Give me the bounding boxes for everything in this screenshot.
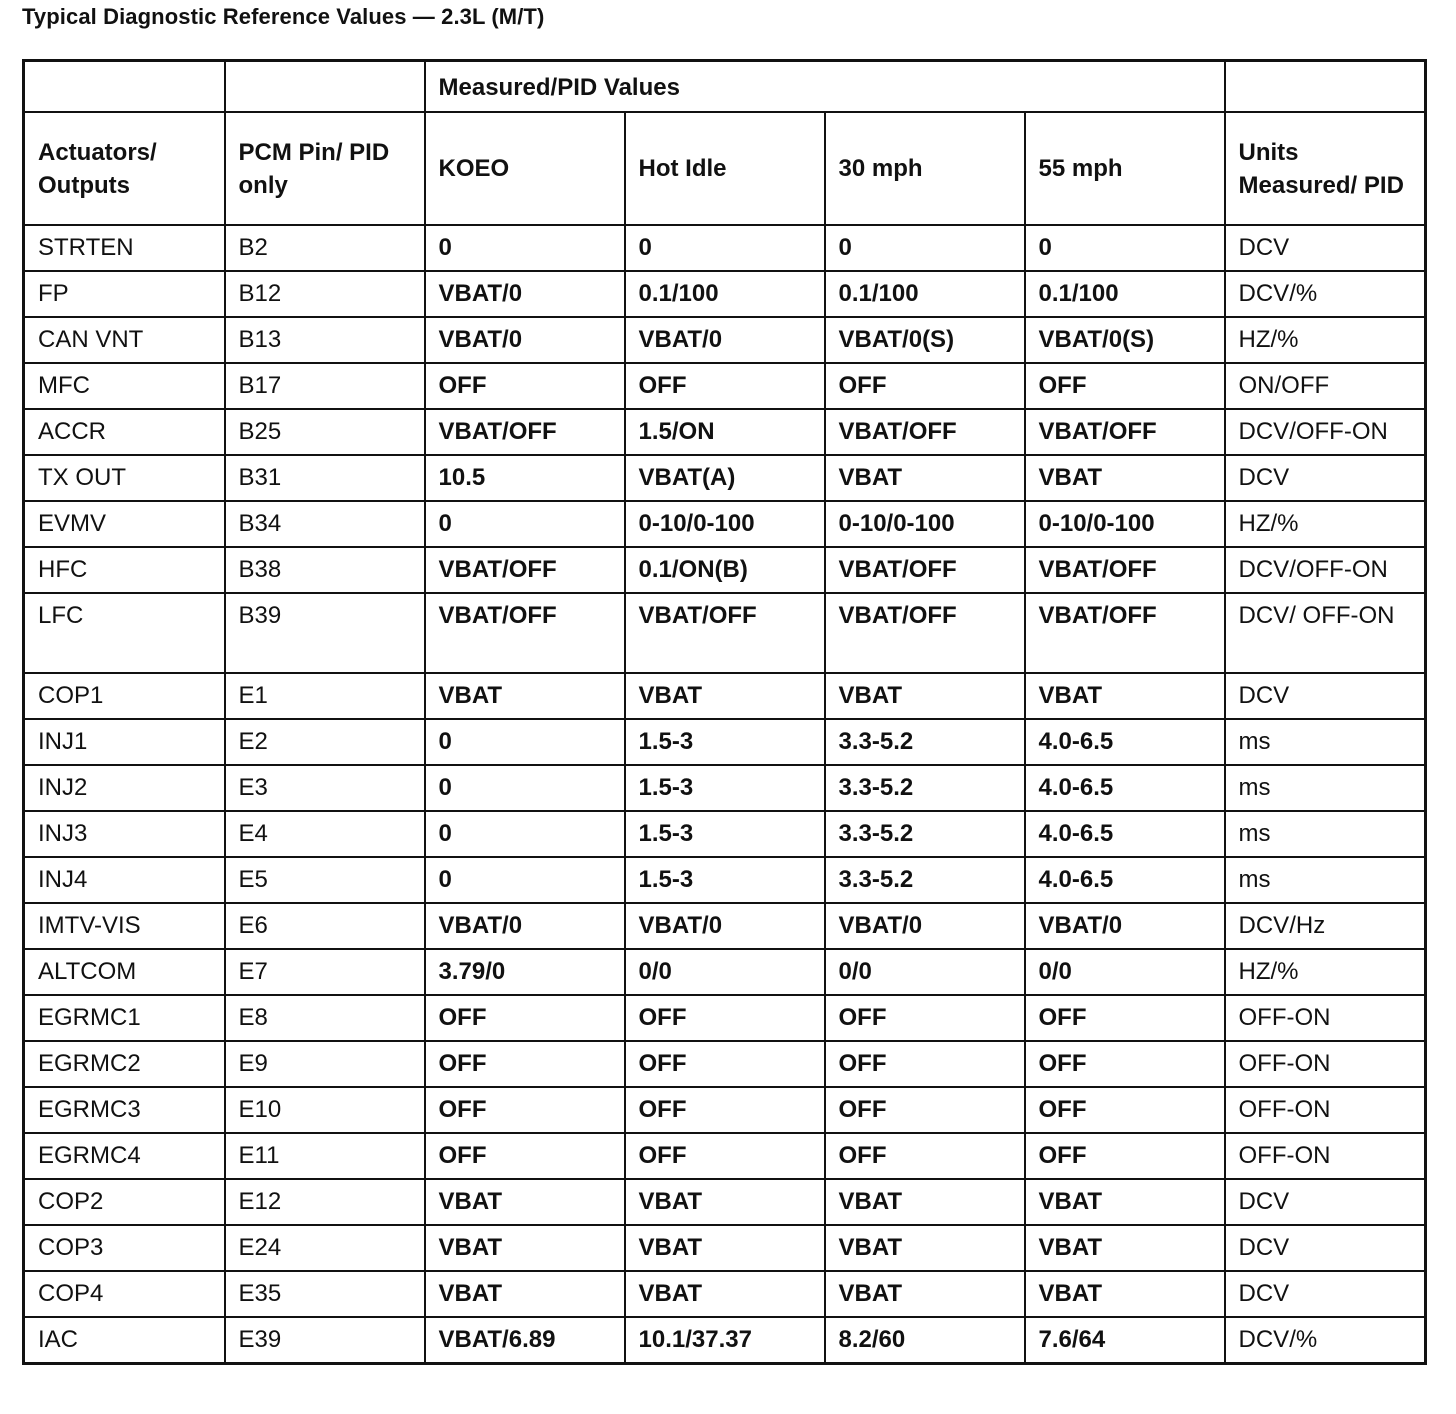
cell-30-mph: VBAT xyxy=(825,1271,1025,1317)
column-header-30-mph: 30 mph xyxy=(825,112,1025,225)
cell-hot-idle: VBAT xyxy=(625,1271,825,1317)
cell-hot-idle: 1.5-3 xyxy=(625,765,825,811)
cell-55-mph: 0-10/0-100 xyxy=(1025,501,1225,547)
table-row xyxy=(24,949,1426,995)
cell-units: ON/OFF xyxy=(1225,363,1426,409)
cell-pcm-pin: E10 xyxy=(225,1087,425,1133)
cell-30-mph: OFF xyxy=(825,995,1025,1041)
cell-units: DCV/% xyxy=(1225,271,1426,317)
table-row xyxy=(24,1041,1426,1087)
cell-55-mph: VBAT/0 xyxy=(1025,903,1225,949)
table-row xyxy=(24,811,1426,857)
table-row xyxy=(24,1317,1426,1363)
cell-koeo: VBAT xyxy=(425,1179,625,1225)
cell-pcm-pin: E6 xyxy=(225,903,425,949)
table-row xyxy=(24,593,1426,673)
cell-pcm-pin: E4 xyxy=(225,811,425,857)
cell-koeo: 0 xyxy=(425,857,625,903)
cell-30-mph: 0.1/100 xyxy=(825,271,1025,317)
cell-units: DCV xyxy=(1225,673,1426,719)
cell-hot-idle: VBAT/0 xyxy=(625,317,825,363)
cell-30-mph: 3.3-5.2 xyxy=(825,765,1025,811)
cell-units: DCV/% xyxy=(1225,1317,1426,1363)
cell-pcm-pin: B25 xyxy=(225,409,425,455)
cell-koeo: 10.5 xyxy=(425,455,625,501)
cell-hot-idle: VBAT/OFF xyxy=(625,593,825,673)
cell-55-mph: 7.6/64 xyxy=(1025,1317,1225,1363)
cell-55-mph: OFF xyxy=(1025,995,1225,1041)
cell-55-mph: 4.0-6.5 xyxy=(1025,811,1225,857)
cell-pcm-pin: E12 xyxy=(225,1179,425,1225)
cell-actuator: INJ1 xyxy=(24,719,225,765)
cell-pcm-pin: B17 xyxy=(225,363,425,409)
cell-55-mph: VBAT xyxy=(1025,1271,1225,1317)
column-header-55-mph: 55 mph xyxy=(1025,112,1225,225)
table-row xyxy=(24,409,1426,455)
cell-actuator: EGRMC3 xyxy=(24,1087,225,1133)
cell-koeo: 0 xyxy=(425,811,625,857)
cell-55-mph: 0.1/100 xyxy=(1025,271,1225,317)
cell-hot-idle: 0.1/ON(B) xyxy=(625,547,825,593)
cell-units: DCV xyxy=(1225,1225,1426,1271)
cell-pcm-pin: B12 xyxy=(225,271,425,317)
cell-pcm-pin: E2 xyxy=(225,719,425,765)
cell-30-mph: 0 xyxy=(825,225,1025,271)
cell-actuator: MFC xyxy=(24,363,225,409)
cell-30-mph: OFF xyxy=(825,1133,1025,1179)
cell-units: DCV/ OFF-ON xyxy=(1225,593,1426,673)
table-row xyxy=(24,1225,1426,1271)
cell-55-mph: VBAT/OFF xyxy=(1025,547,1225,593)
table-row xyxy=(24,317,1426,363)
cell-actuator: TX OUT xyxy=(24,455,225,501)
cell-hot-idle: VBAT xyxy=(625,1179,825,1225)
cell-hot-idle: 1.5-3 xyxy=(625,857,825,903)
cell-units: HZ/% xyxy=(1225,501,1426,547)
table-row xyxy=(24,1271,1426,1317)
cell-30-mph: 3.3-5.2 xyxy=(825,811,1025,857)
cell-koeo: 3.79/0 xyxy=(425,949,625,995)
cell-pcm-pin: B13 xyxy=(225,317,425,363)
cell-actuator: COP2 xyxy=(24,1179,225,1225)
cell-55-mph: 4.0-6.5 xyxy=(1025,765,1225,811)
cell-55-mph: OFF xyxy=(1025,1087,1225,1133)
table-row xyxy=(24,765,1426,811)
measured-pid-values-header: Measured/PID Values xyxy=(425,61,1225,113)
cell-units: DCV/OFF-ON xyxy=(1225,547,1426,593)
cell-30-mph: VBAT/OFF xyxy=(825,547,1025,593)
cell-koeo: OFF xyxy=(425,1041,625,1087)
cell-units: ms xyxy=(1225,857,1426,903)
cell-55-mph: OFF xyxy=(1025,1133,1225,1179)
cell-pcm-pin: E8 xyxy=(225,995,425,1041)
cell-actuator: LFC xyxy=(24,593,225,673)
cell-pcm-pin: B2 xyxy=(225,225,425,271)
cell-55-mph: 4.0-6.5 xyxy=(1025,857,1225,903)
cell-actuator: EGRMC2 xyxy=(24,1041,225,1087)
table-row xyxy=(24,995,1426,1041)
cell-units: ms xyxy=(1225,811,1426,857)
group-header-row xyxy=(24,61,1426,113)
column-header-units: Units Measured/ PID xyxy=(1225,112,1426,225)
cell-hot-idle: VBAT xyxy=(625,1225,825,1271)
cell-55-mph: 0/0 xyxy=(1025,949,1225,995)
cell-actuator: FP xyxy=(24,271,225,317)
column-header-koeo: KOEO xyxy=(425,112,625,225)
column-header-row xyxy=(24,112,1426,225)
cell-hot-idle: 1.5/ON xyxy=(625,409,825,455)
group-header-empty-2 xyxy=(225,61,425,113)
column-header-pcm-pin: PCM Pin/ PID only xyxy=(225,112,425,225)
cell-actuator: INJ4 xyxy=(24,857,225,903)
cell-30-mph: VBAT/0 xyxy=(825,903,1025,949)
cell-koeo: OFF xyxy=(425,1133,625,1179)
cell-koeo: VBAT/0 xyxy=(425,271,625,317)
group-header-empty-1 xyxy=(24,61,225,113)
cell-30-mph: 8.2/60 xyxy=(825,1317,1025,1363)
cell-units: DCV xyxy=(1225,225,1426,271)
group-header-empty-3 xyxy=(1225,61,1426,113)
document-title: Typical Diagnostic Reference Values — 2.3L (M/T) xyxy=(22,4,545,29)
cell-hot-idle: 0-10/0-100 xyxy=(625,501,825,547)
table-row xyxy=(24,363,1426,409)
cell-30-mph: OFF xyxy=(825,363,1025,409)
cell-30-mph: VBAT xyxy=(825,673,1025,719)
cell-hot-idle: OFF xyxy=(625,1133,825,1179)
cell-koeo: VBAT/0 xyxy=(425,903,625,949)
cell-hot-idle: VBAT xyxy=(625,673,825,719)
cell-pcm-pin: E9 xyxy=(225,1041,425,1087)
cell-hot-idle: 1.5-3 xyxy=(625,719,825,765)
column-header-actuators: Actuators/ Outputs xyxy=(24,112,225,225)
cell-koeo: VBAT xyxy=(425,673,625,719)
cell-pcm-pin: B34 xyxy=(225,501,425,547)
cell-units: DCV xyxy=(1225,455,1426,501)
cell-30-mph: 3.3-5.2 xyxy=(825,719,1025,765)
cell-units: OFF-ON xyxy=(1225,1133,1426,1179)
table-body xyxy=(24,225,1426,1363)
cell-koeo: 0 xyxy=(425,225,625,271)
cell-actuator: INJ3 xyxy=(24,811,225,857)
cell-pcm-pin: E1 xyxy=(225,673,425,719)
cell-pcm-pin: E24 xyxy=(225,1225,425,1271)
table-row xyxy=(24,271,1426,317)
cell-koeo: VBAT xyxy=(425,1225,625,1271)
cell-units: DCV xyxy=(1225,1179,1426,1225)
cell-pcm-pin: B39 xyxy=(225,593,425,673)
cell-actuator: STRTEN xyxy=(24,225,225,271)
cell-units: HZ/% xyxy=(1225,317,1426,363)
cell-pcm-pin: E3 xyxy=(225,765,425,811)
cell-55-mph: 4.0-6.5 xyxy=(1025,719,1225,765)
cell-30-mph: VBAT/0(S) xyxy=(825,317,1025,363)
cell-pcm-pin: E7 xyxy=(225,949,425,995)
cell-actuator: COP3 xyxy=(24,1225,225,1271)
cell-55-mph: VBAT xyxy=(1025,1225,1225,1271)
cell-actuator: EGRMC1 xyxy=(24,995,225,1041)
table-row xyxy=(24,903,1426,949)
cell-pcm-pin: B38 xyxy=(225,547,425,593)
cell-actuator: COP4 xyxy=(24,1271,225,1317)
cell-hot-idle: OFF xyxy=(625,1041,825,1087)
cell-koeo: OFF xyxy=(425,995,625,1041)
cell-actuator: ALTCOM xyxy=(24,949,225,995)
cell-55-mph: 0 xyxy=(1025,225,1225,271)
table-row xyxy=(24,501,1426,547)
cell-actuator: CAN VNT xyxy=(24,317,225,363)
cell-koeo: VBAT/OFF xyxy=(425,409,625,455)
table-row xyxy=(24,1087,1426,1133)
cell-55-mph: VBAT/OFF xyxy=(1025,593,1225,673)
cell-hot-idle: OFF xyxy=(625,995,825,1041)
table-row xyxy=(24,673,1426,719)
cell-hot-idle: 0/0 xyxy=(625,949,825,995)
cell-actuator: COP1 xyxy=(24,673,225,719)
cell-koeo: VBAT/OFF xyxy=(425,547,625,593)
cell-pcm-pin: E39 xyxy=(225,1317,425,1363)
cell-koeo: OFF xyxy=(425,363,625,409)
table-row xyxy=(24,225,1426,271)
cell-30-mph: VBAT/OFF xyxy=(825,593,1025,673)
cell-koeo: VBAT xyxy=(425,1271,625,1317)
table-row xyxy=(24,1179,1426,1225)
cell-units: HZ/% xyxy=(1225,949,1426,995)
cell-units: OFF-ON xyxy=(1225,995,1426,1041)
cell-koeo: VBAT/OFF xyxy=(425,593,625,673)
cell-hot-idle: 1.5-3 xyxy=(625,811,825,857)
cell-hot-idle: OFF xyxy=(625,363,825,409)
cell-units: OFF-ON xyxy=(1225,1041,1426,1087)
cell-units: DCV xyxy=(1225,1271,1426,1317)
cell-55-mph: VBAT/OFF xyxy=(1025,409,1225,455)
cell-30-mph: 0/0 xyxy=(825,949,1025,995)
cell-hot-idle: 10.1/37.37 xyxy=(625,1317,825,1363)
table-row xyxy=(24,455,1426,501)
cell-koeo: 0 xyxy=(425,501,625,547)
cell-pcm-pin: E5 xyxy=(225,857,425,903)
cell-hot-idle: VBAT(A) xyxy=(625,455,825,501)
cell-koeo: 0 xyxy=(425,719,625,765)
cell-actuator: EVMV xyxy=(24,501,225,547)
column-header-hot-idle: Hot Idle xyxy=(625,112,825,225)
cell-55-mph: VBAT xyxy=(1025,673,1225,719)
table-row xyxy=(24,857,1426,903)
table-row xyxy=(24,1133,1426,1179)
cell-actuator: IMTV-VIS xyxy=(24,903,225,949)
cell-hot-idle: 0.1/100 xyxy=(625,271,825,317)
cell-30-mph: OFF xyxy=(825,1087,1025,1133)
cell-55-mph: VBAT xyxy=(1025,1179,1225,1225)
cell-units: OFF-ON xyxy=(1225,1087,1426,1133)
cell-units: ms xyxy=(1225,719,1426,765)
cell-units: DCV/OFF-ON xyxy=(1225,409,1426,455)
cell-actuator: EGRMC4 xyxy=(24,1133,225,1179)
cell-pcm-pin: E35 xyxy=(225,1271,425,1317)
cell-koeo: 0 xyxy=(425,765,625,811)
cell-actuator: ACCR xyxy=(24,409,225,455)
cell-55-mph: OFF xyxy=(1025,1041,1225,1087)
table-row xyxy=(24,547,1426,593)
cell-koeo: VBAT/0 xyxy=(425,317,625,363)
cell-30-mph: VBAT xyxy=(825,1179,1025,1225)
cell-30-mph: OFF xyxy=(825,1041,1025,1087)
cell-pcm-pin: B31 xyxy=(225,455,425,501)
cell-units: DCV/Hz xyxy=(1225,903,1426,949)
cell-55-mph: VBAT xyxy=(1025,455,1225,501)
cell-55-mph: OFF xyxy=(1025,363,1225,409)
reference-values-table xyxy=(22,59,1427,1365)
cell-koeo: VBAT/6.89 xyxy=(425,1317,625,1363)
cell-units: ms xyxy=(1225,765,1426,811)
cell-actuator: HFC xyxy=(24,547,225,593)
cell-actuator: IAC xyxy=(24,1317,225,1363)
cell-hot-idle: OFF xyxy=(625,1087,825,1133)
cell-30-mph: VBAT/OFF xyxy=(825,409,1025,455)
cell-koeo: OFF xyxy=(425,1087,625,1133)
cell-hot-idle: VBAT/0 xyxy=(625,903,825,949)
cell-actuator: INJ2 xyxy=(24,765,225,811)
cell-pcm-pin: E11 xyxy=(225,1133,425,1179)
cell-30-mph: VBAT xyxy=(825,1225,1025,1271)
cell-55-mph: VBAT/0(S) xyxy=(1025,317,1225,363)
table-row xyxy=(24,719,1426,765)
cell-30-mph: 0-10/0-100 xyxy=(825,501,1025,547)
cell-hot-idle: 0 xyxy=(625,225,825,271)
cell-30-mph: VBAT xyxy=(825,455,1025,501)
cell-30-mph: 3.3-5.2 xyxy=(825,857,1025,903)
